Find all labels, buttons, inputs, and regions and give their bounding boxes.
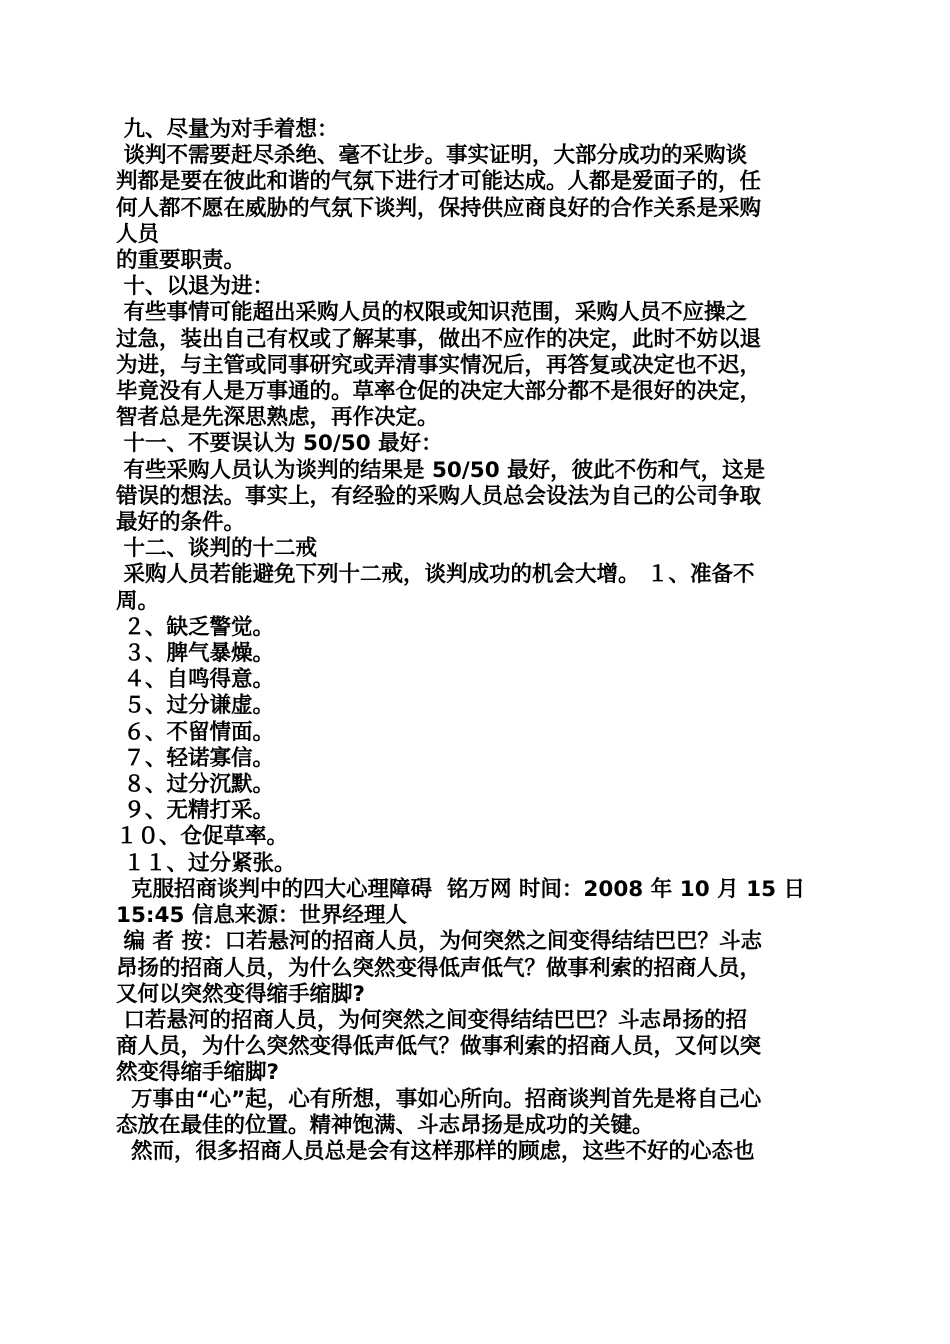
list-item: ７、轻诺寡信。	[116, 745, 274, 771]
list-item: ６、不留情面。	[116, 719, 274, 745]
section-heading-12: 十二、谈判的十二戒	[116, 536, 317, 562]
paragraph-line: 编 者 按：口若悬河的招商人员，为何突然之间变得结结巴巴？斗志	[116, 929, 762, 955]
paragraph-line: 万事由“心”起，心有所想，事如心所向。招商谈判首先是将自己心	[116, 1086, 762, 1112]
paragraph-line: 口若悬河的招商人员，为何突然之间变得结结巴巴？斗志昂扬的招	[116, 1007, 747, 1033]
list-item: ３、脾气暴燥。	[116, 641, 274, 667]
paragraph-line: 有些事情可能超出采购人员的权限或知识范围，采购人员不应操之	[116, 300, 747, 326]
paragraph-line: 错误的想法。事实上，有经验的采购人员总会设法为自己的公司争取	[116, 483, 762, 509]
paragraph-line: 态放在最佳的位置。精神饱满、斗志昂扬是成功的关键。	[116, 1112, 654, 1138]
document-body	[116, 117, 838, 1165]
section-heading-9: 九、尽量为对手着想：	[116, 117, 339, 142]
paragraph-line: 为进，与主管或同事研究或弄清事实情况后，再答复或决定也不迟，	[116, 352, 762, 378]
list-item: ８、过分沉默。	[116, 772, 274, 798]
paragraph-line: 然而，很多招商人员总是会有这样那样的顾虑，这些不好的心态也	[116, 1138, 755, 1164]
paragraph-line: 商人员，为什么突然变得低声低气？做事利索的招商人员，又何以突	[116, 1034, 762, 1060]
paragraph-line: 采购人员若能避免下列十二戒，谈判成功的机会大增。 １、准备不	[116, 562, 755, 588]
section-heading-11: 十一、不要误认为 50/50 最好：	[116, 431, 443, 457]
paragraph-line: 智者总是先深思熟虑，再作决定。	[116, 405, 439, 431]
paragraph-line: 有些采购人员认为谈判的结果是 50/50 最好，彼此不伤和气，这是	[116, 457, 766, 483]
paragraph-line: 人员	[116, 221, 160, 247]
list-item: ５、过分谦虚。	[116, 693, 274, 719]
paragraph-line: 周。	[116, 588, 160, 614]
list-item: １０、仓促草率。	[116, 824, 289, 850]
paragraph-line: 过急，装出自己有权或了解某事，做出不应作的决定，此时不妨以退	[116, 326, 762, 352]
paragraph-line: 最好的条件。	[116, 510, 246, 536]
paragraph-line: 判都是要在彼此和谐的气氛下进行才可能达成。人都是爱面子的，任	[116, 169, 762, 195]
paragraph-line: 毕竟没有人是万事通的。草率仓促的决定大部分都不是很好的决定，	[116, 379, 762, 405]
paragraph-line: 的重要职责。	[116, 248, 246, 274]
paragraph-line: 谈判不需要赶尽杀绝、毫不让步。事实证明，大部分成功的采购谈	[116, 143, 747, 169]
list-item: １１、过分紧张。	[116, 850, 296, 876]
list-item: ２、缺乏警觉。	[116, 614, 274, 640]
list-item: ４、自鸣得意。	[116, 667, 274, 693]
article-meta: 15:45 信息来源：世界经理人	[116, 903, 407, 929]
paragraph-line: 然变得缩手缩脚?	[116, 1060, 279, 1086]
paragraph-line: 昂扬的招商人员，为什么突然变得低声低气？做事利索的招商人员，	[116, 955, 762, 981]
paragraph-line: 何人都不愿在威胁的气氛下谈判，保持供应商良好的合作关系是采购	[116, 195, 762, 221]
article-title: 克服招商谈判中的四大心理障碍 铭万网 时间：2008 年 10 月 15 日	[116, 876, 806, 902]
paragraph-line: 又何以突然变得缩手缩脚?	[116, 981, 365, 1007]
section-heading-10: 十、以退为进：	[116, 274, 274, 300]
list-item: ９、无精打采。	[116, 798, 274, 824]
